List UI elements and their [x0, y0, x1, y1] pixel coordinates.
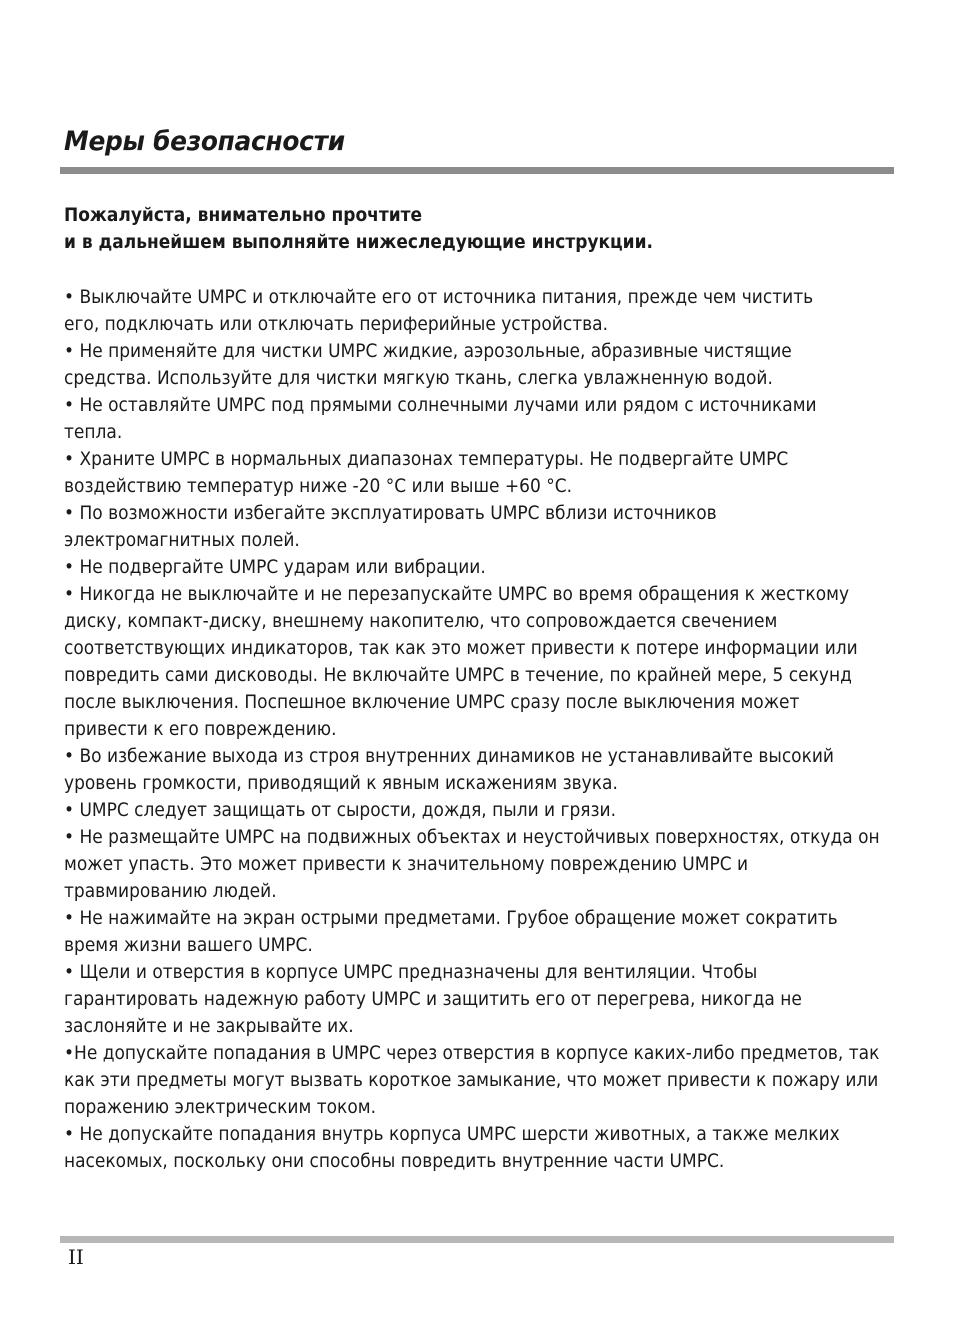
page-title: Меры безопасности: [64, 126, 345, 157]
safety-rule-line: гарантировать надежную работу UMPC и защитить его от перегрева, никогда не: [64, 989, 802, 1010]
safety-rule-line: электромагнитных полей.: [64, 530, 300, 551]
safety-rule-item: [64, 500, 892, 554]
safety-rule-line: • Не нажимайте на экран острыми предметами. Грубое обращение может сократить: [64, 908, 838, 929]
safety-rule-item: [64, 824, 892, 905]
intro-line: Пожалуйста, внимательно прочтите: [64, 205, 423, 226]
safety-rule-item: [64, 338, 892, 392]
safety-rule-line: средства. Используйте для чистки мягкую ткань, слегка увлажненную водой.: [64, 368, 773, 389]
safety-rule-item: [64, 905, 892, 959]
safety-rule-line: • Не подвергайте UMPC ударам или вибрации.: [64, 557, 486, 578]
safety-rule-item: [64, 959, 892, 1040]
safety-rule-line: тепла.: [64, 422, 123, 443]
safety-rule-line: • Щели и отверстия в корпусе UMPC предназначены для вентиляции. Чтобы: [64, 962, 758, 983]
safety-rule-item: [64, 1121, 892, 1175]
safety-rule-item: [64, 446, 892, 500]
safety-rule-line: время жизни вашего UMPC.: [64, 935, 313, 956]
safety-rule-line: • Храните UMPC в нормальных диапазонах температуры. Не подвергайте UMPC: [64, 449, 789, 470]
safety-rule-line: заслоняйте и не закрывайте их.: [64, 1016, 354, 1037]
safety-rule-line: диску, компакт-диску, внешнему накопителю, что сопровождается свечением: [64, 611, 778, 632]
safety-rule-line: •Не допускайте попадания в UMPC через отверстия в корпусе каких-либо предметов, так: [64, 1043, 880, 1064]
safety-rule-line: его, подключать или отключать периферийные устройства.: [64, 314, 608, 335]
safety-rule-line: травмированию людей.: [64, 881, 277, 902]
safety-rule-item: [64, 797, 892, 824]
safety-rule-line: • Не допускайте попадания внутрь корпуса UMPC шерсти животных, а также мелких: [64, 1124, 840, 1145]
safety-rule-line: • Выключайте UMPC и отключайте его от источника питания, прежде чем чистить: [64, 287, 814, 308]
title-divider: [60, 167, 894, 174]
safety-rule-line: • По возможности избегайте эксплуатировать UMPC вблизи источников: [64, 503, 717, 524]
safety-rule-item: [64, 284, 892, 338]
safety-rule-line: • Во избежание выхода из строя внутренних динамиков не устанавливайте высокий: [64, 746, 835, 767]
safety-rules-list: [64, 284, 892, 1175]
safety-rule-line: может упасть. Это может привести к значительному повреждению UMPC и: [64, 854, 749, 875]
safety-rule-item: [64, 743, 892, 797]
page-number: II: [68, 1245, 84, 1269]
safety-rule-item: [64, 581, 892, 743]
safety-rule-line: привести к его повреждению.: [64, 719, 337, 740]
safety-rule-line: уровень громкости, приводящий к явным искажениям звука.: [64, 773, 618, 794]
safety-rule-line: • UMPC следует защищать от сырости, дождя, пыли и грязи.: [64, 800, 617, 821]
intro-line: и в дальнейшем выполняйте нижеследующие инструкции.: [64, 232, 653, 253]
safety-rule-line: после выключения. Поспешное включение UMPC сразу после выключения может: [64, 692, 800, 713]
safety-rule-line: насекомых, поскольку они способны повредить внутренние части UMPC.: [64, 1151, 725, 1172]
footer-divider: [60, 1236, 894, 1243]
safety-rule-line: соответствующих индикаторов, так как это может привести к потере информации или: [64, 638, 858, 659]
safety-rule-line: повредить сами дисководы. Не включайте UMPC в течение, по крайней мере, 5 секунд: [64, 665, 852, 686]
intro-text: [64, 202, 837, 256]
safety-rule-line: • Никогда не выключайте и не перезапускайте UMPC во время обращения к жесткому: [64, 584, 850, 605]
safety-rule-line: поражению электрическим током.: [64, 1097, 377, 1118]
safety-rule-item: [64, 392, 892, 446]
safety-rule-line: • Не оставляйте UMPC под прямыми солнечными лучами или рядом с источниками: [64, 395, 817, 416]
safety-rule-line: воздействию температур ниже -20 °C или выше +60 °C.: [64, 476, 573, 497]
safety-rule-item: [64, 554, 892, 581]
safety-rule-item: [64, 1040, 892, 1121]
safety-rule-line: как эти предметы могут вызвать короткое замыкание, что может привести к пожару или: [64, 1070, 879, 1091]
safety-rule-line: • Не применяйте для чистки UMPC жидкие, аэрозольные, абразивные чистящие: [64, 341, 792, 362]
safety-rule-line: • Не размещайте UMPC на подвижных объектах и неустойчивых поверхностях, откуда он: [64, 827, 880, 848]
